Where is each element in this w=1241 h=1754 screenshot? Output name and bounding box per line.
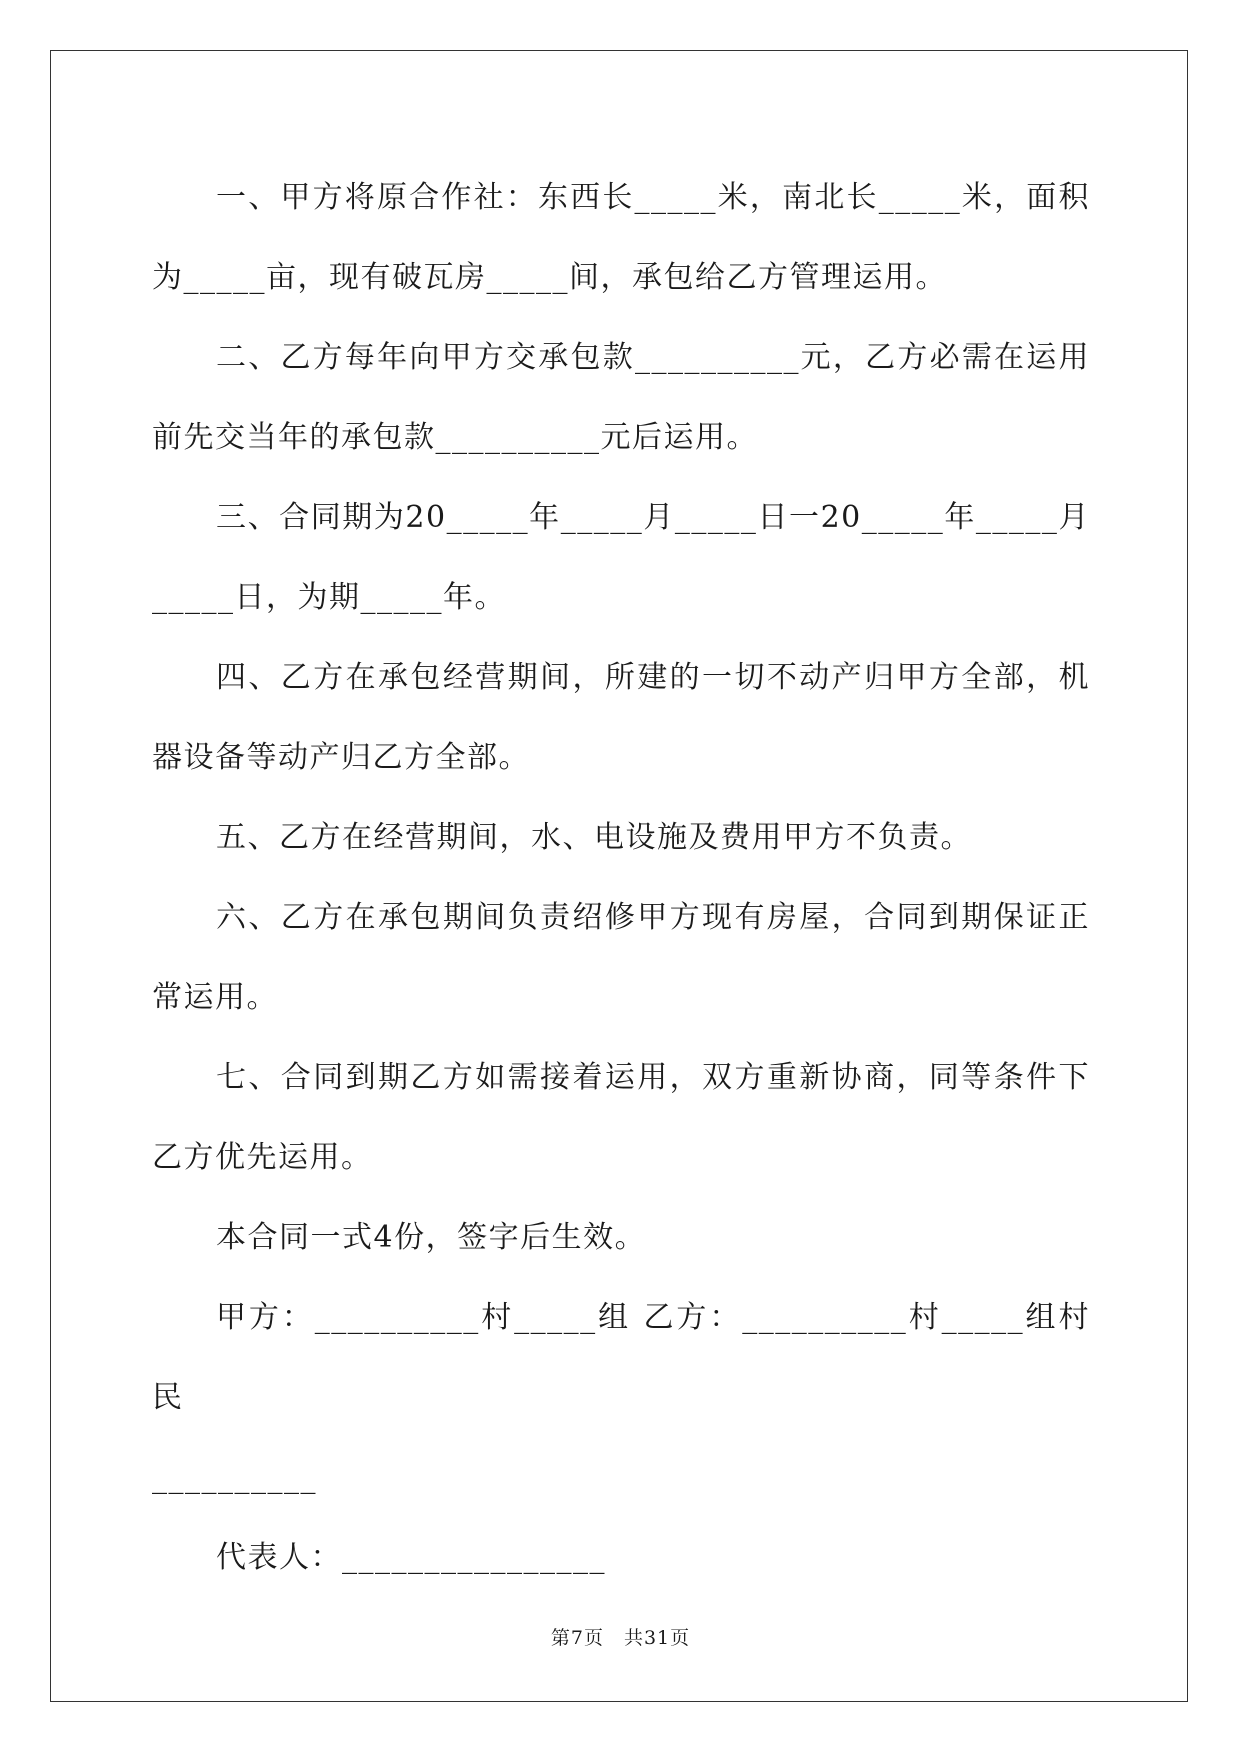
villager-blank-line: __________ bbox=[152, 1460, 317, 1495]
clause-5: 五、乙方在经营期间，水、电设施及费用甲方不负责。 bbox=[216, 820, 972, 855]
page-number-footer: 第7页 共31页 bbox=[550, 1627, 691, 1649]
representative-line: 代表人：________________ bbox=[216, 1540, 606, 1575]
clause-4: 四、乙方在承包经营期间，所建的一切不动产归甲方全部，机器设备等动产归乙方全部。 bbox=[152, 660, 1090, 775]
clause-7: 七、合同到期乙方如需接着运用，双方重新协商，同等条件下乙方优先运用。 bbox=[152, 1060, 1090, 1175]
clause-6: 六、乙方在承包期间负责绍修甲方现有房屋，合同到期保证正常运用。 bbox=[152, 900, 1090, 1015]
parties-signature-line: 甲方：__________村_____组 乙方：__________村_____组村民 bbox=[152, 1300, 1090, 1415]
clause-3: 三、合同期为20_____年_____月_____日一20_____年_____月_____日，为期_____年。 bbox=[152, 500, 1090, 615]
copies-statement: 本合同一式4份，签字后生效。 bbox=[216, 1220, 647, 1255]
clause-2: 二、乙方每年向甲方交承包款__________元，乙方必需在运用前先交当年的承包款__________元后运用。 bbox=[152, 340, 1090, 455]
clause-1: 一、甲方将原合作社：东西长_____米，南北长_____米，面积为_____亩，现有破瓦房_____间，承包给乙方管理运用。 bbox=[152, 180, 1090, 295]
document-body bbox=[152, 158, 1090, 1598]
